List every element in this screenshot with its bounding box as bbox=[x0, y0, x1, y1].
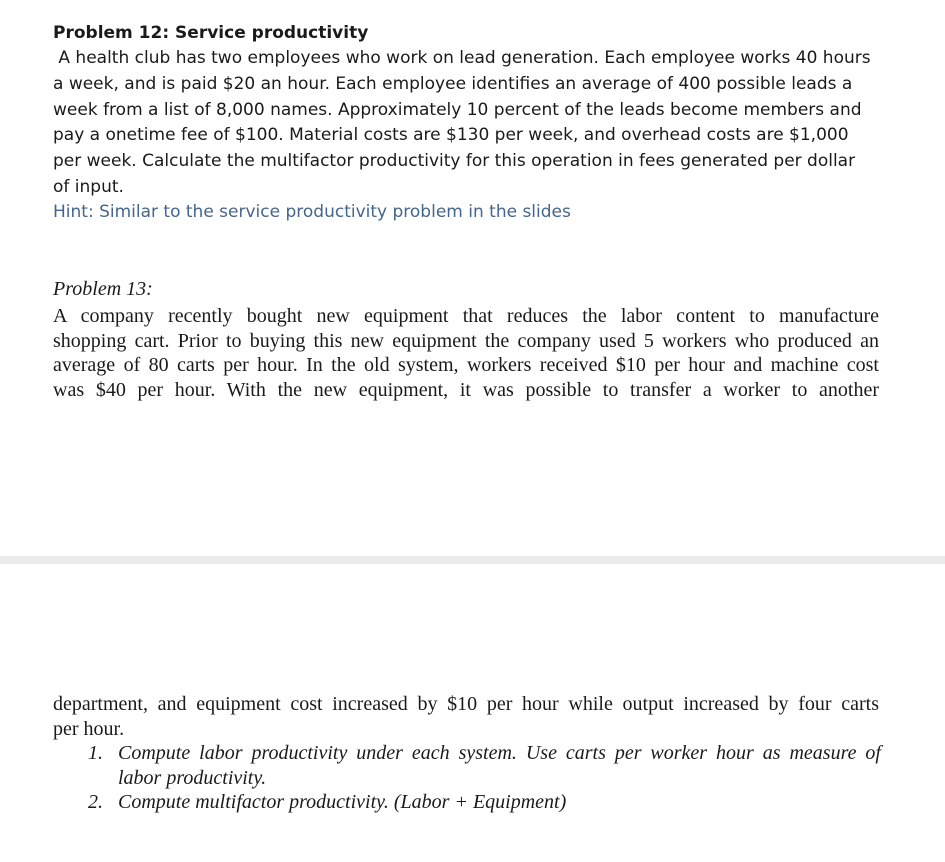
problem-12-line: of input. bbox=[53, 176, 124, 197]
problem-12-line: per week. Calculate the multifactor productivity for this operation in fees generated per dollar bbox=[53, 151, 856, 172]
problem-12-line: a week, and is paid $20 an hour. Each employee identifies an average of 400 possible leads a bbox=[53, 73, 853, 94]
problem-12-line: A health club has two employees who work on lead generation. Each employee works 40 hours bbox=[53, 48, 871, 68]
task-number: 1. bbox=[88, 742, 103, 764]
task-line: Compute labor productivity under each system. Use carts per worker hour as measure of bbox=[118, 742, 881, 764]
problem-13-line: department, and equipment cost increased by $10 per hour while output increased by four carts bbox=[53, 693, 879, 715]
task-line: Compute multifactor productivity. (Labor + Equipment) bbox=[118, 791, 567, 813]
problem-13-line: was $40 per hour. With the new equipment, it was possible to transfer a worker to another bbox=[53, 378, 879, 401]
page-break-divider bbox=[0, 556, 945, 564]
problem-12-hint: Hint: Similar to the service productivity problem in the slides bbox=[53, 202, 571, 222]
problem-13-title: Problem 13: bbox=[53, 278, 153, 300]
problem-12-title: Problem 12: Service productivity bbox=[53, 23, 369, 43]
problem-12-line: pay a onetime fee of $100. Material costs are $130 per week, and overhead costs are $1,000 bbox=[53, 125, 849, 146]
problem-12-line: week from a list of 8,000 names. Approximately 10 percent of the leads become members and bbox=[53, 99, 862, 120]
task-line: labor productivity. bbox=[118, 766, 267, 789]
problem-13-continued bbox=[53, 692, 879, 741]
task-text bbox=[118, 790, 881, 815]
problem-13-line: per hour. bbox=[53, 717, 125, 740]
task-number: 2. bbox=[88, 791, 103, 813]
problem-13-line: A company recently bought new equipment that reduces the labor content to manufacture bbox=[53, 305, 879, 327]
problem-12-body bbox=[53, 46, 888, 201]
problem-13-body bbox=[53, 304, 879, 402]
task-text bbox=[118, 741, 881, 790]
problem-13-line: shopping cart. Prior to buying this new equipment the company used 5 workers who produced an bbox=[53, 329, 879, 352]
problem-13-line: average of 80 carts per hour. In the old system, workers received $10 per hour and machine cost bbox=[53, 354, 879, 376]
